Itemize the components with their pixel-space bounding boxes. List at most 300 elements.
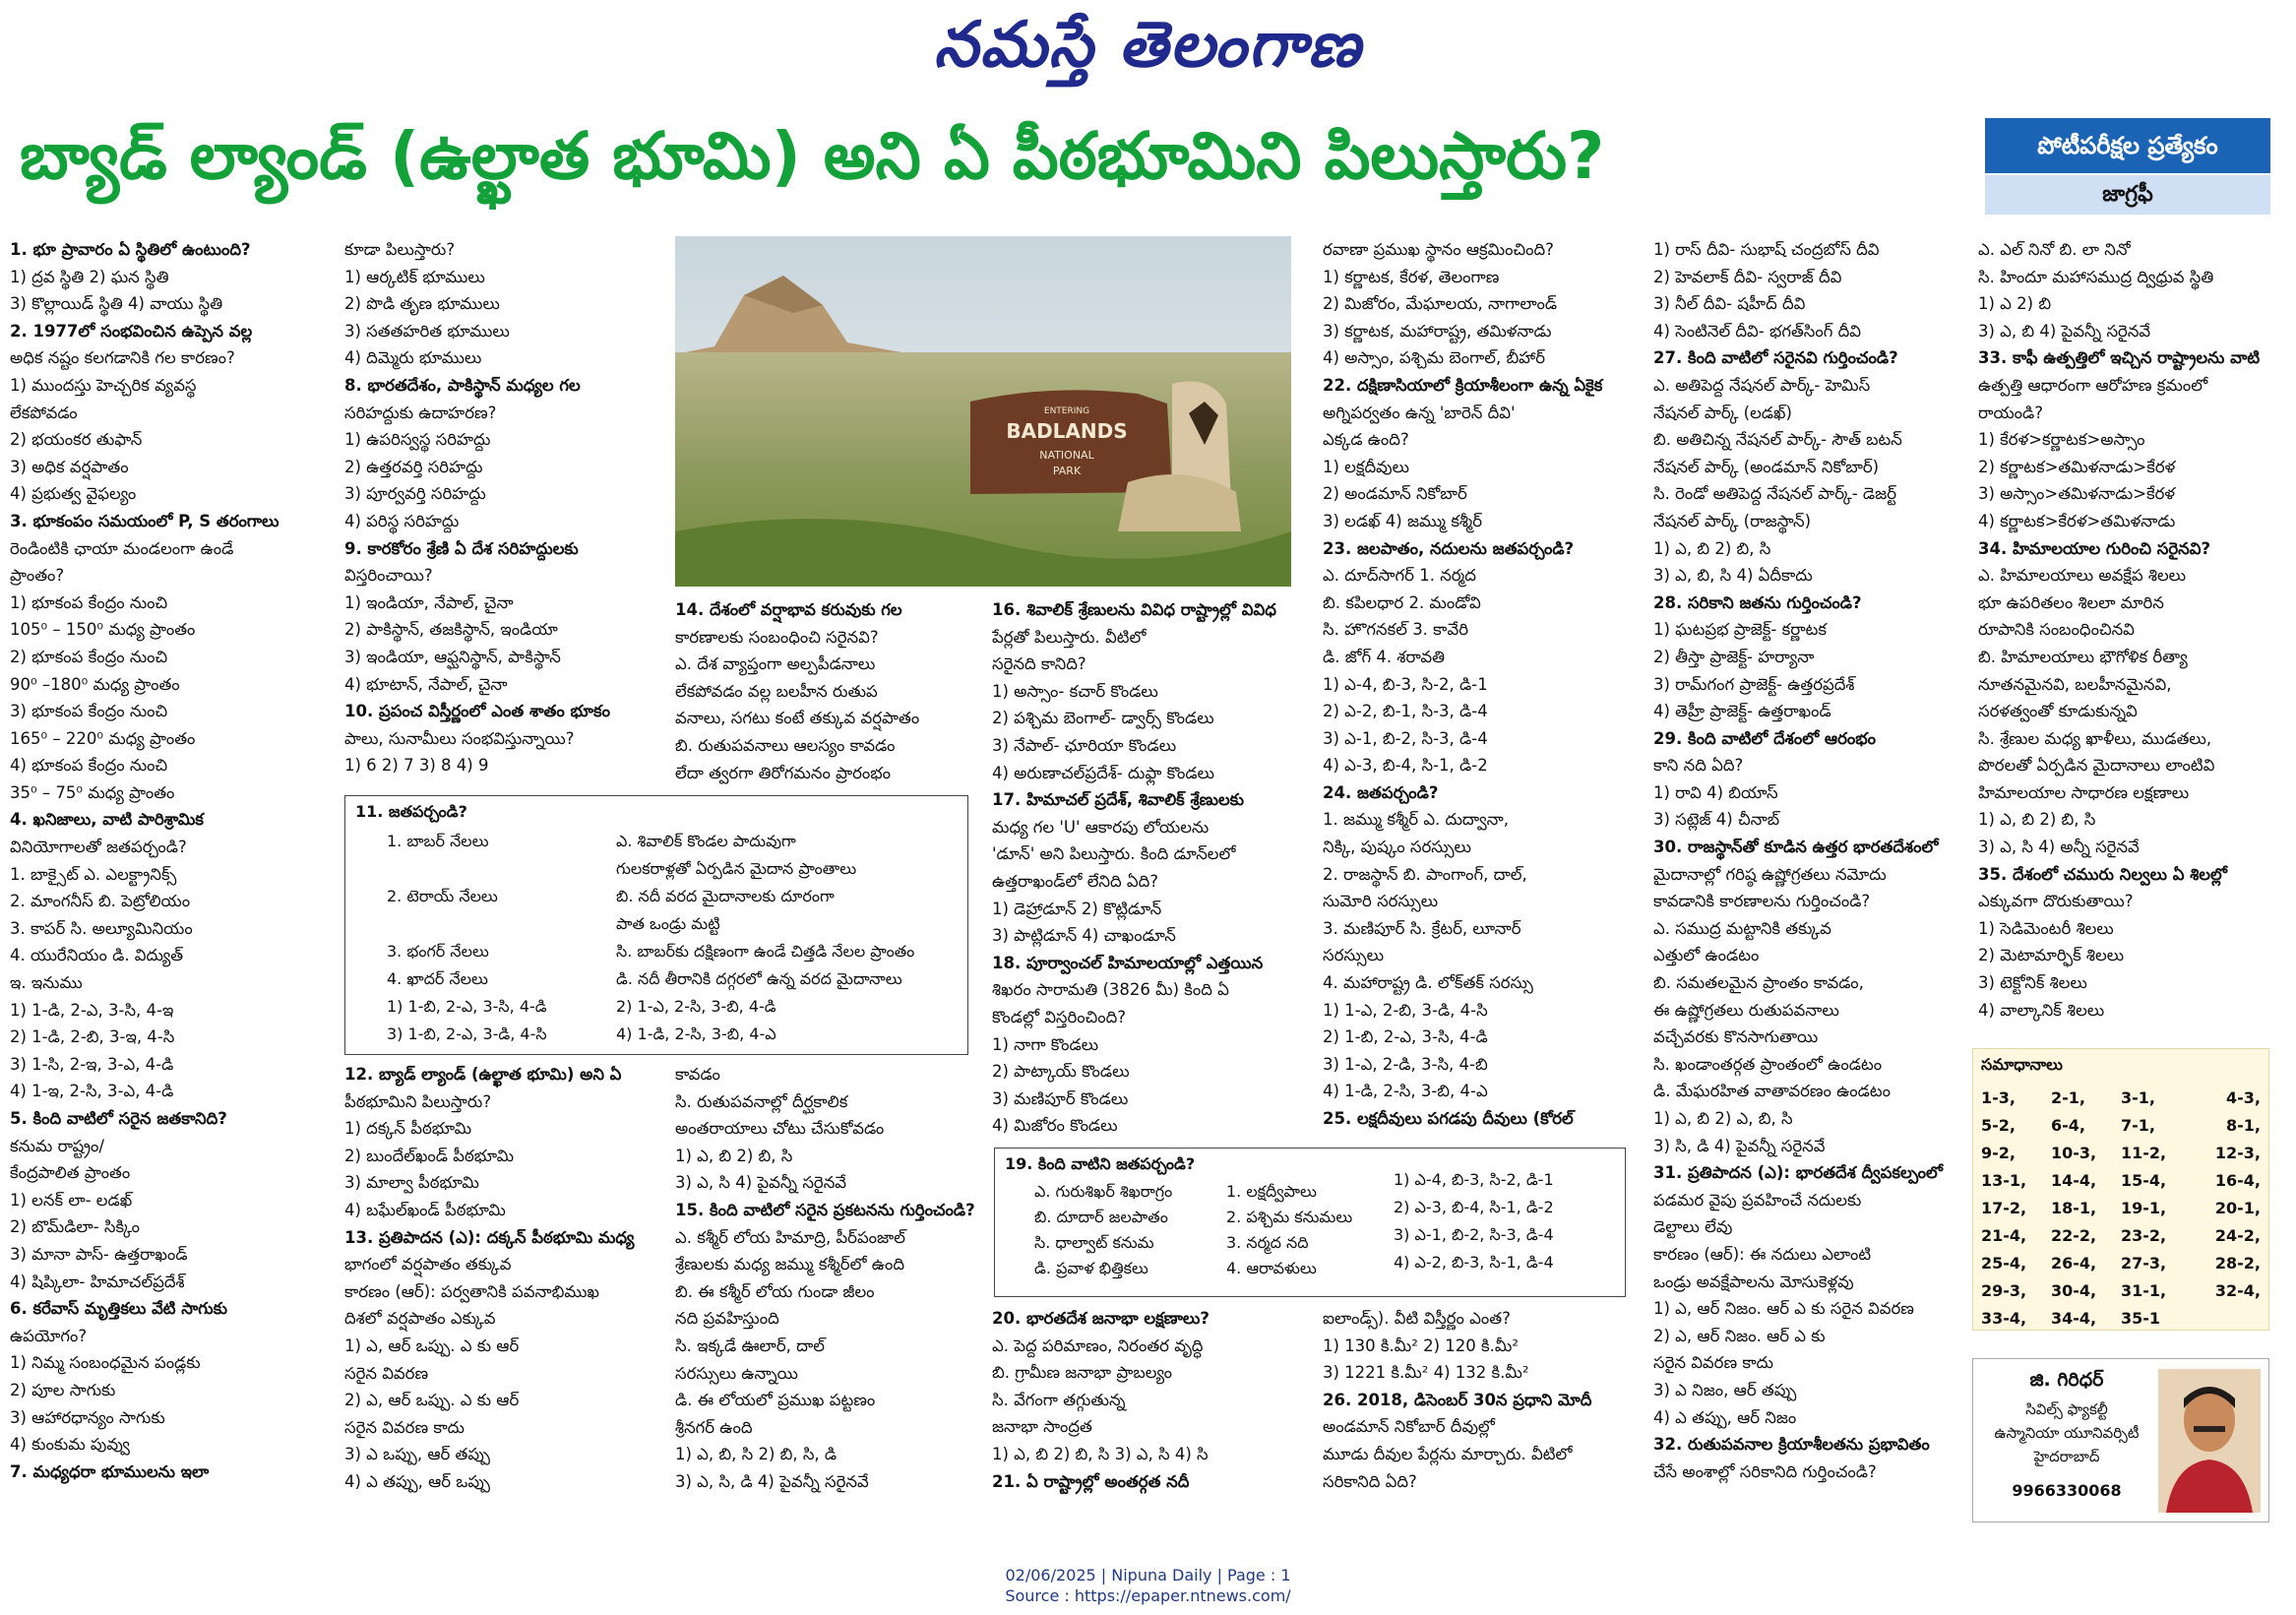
text-line: 13. ప్రతిపాదన (ఎ): దక్కన్ పీఠభూమి మధ్య — [344, 1227, 635, 1247]
text-line: 1) ఇండియా, నేపాల్, చైనా — [344, 592, 514, 612]
text-line: ఎత్తులో ఉండటం — [1653, 946, 1760, 965]
text-line: 2) ఎ, ఆర్ నిజం. ఆర్ ఎ కు — [1653, 1326, 1826, 1345]
text-line: 2) పాకిస్థాన్, తజకిస్థాన్, ఇండియా — [344, 620, 558, 640]
text-line: సి. రెండో అతిపెద్ద నేషనల్ పార్క్- డెజర్ట్ — [1653, 484, 1896, 504]
text-line: కావడానికి కారణాలను గుర్తించండి? — [1653, 892, 1871, 911]
text-line: 3) టెక్టోనిక్ శిలలు — [1978, 973, 2087, 993]
text-line: కారణాలకు సంబంధించి సరైనవి? — [675, 627, 879, 647]
text-line: 20. భారతదేశ జనాభా లక్షణాలు? — [992, 1309, 1210, 1328]
text-line: 2) 1-డి, 2-బి, 3-ఇ, 4-సి — [10, 1027, 175, 1047]
text-line: 3) కొల్లాయిడ్ స్థితి 4) వాయు స్థితి — [10, 294, 223, 314]
text-line: 3) ఎ, సి 4) పైవన్నీ సరైనవే — [675, 1173, 847, 1193]
text-line: 1) ఎ, బి 2) బి, సి — [1653, 538, 1771, 558]
text-line: సరికానిది ఏది? — [1323, 1471, 1417, 1491]
text-line: ఐలాండ్స్). వీటి విస్తీర్ణం ఎంత? — [1323, 1309, 1511, 1328]
text-line: 1. బాక్సైట్ ఎ. ఎలక్ట్రానిక్స్ — [10, 864, 177, 884]
author-photo — [2158, 1369, 2261, 1513]
text-line: కనుమ రాష్ట్రం/ — [10, 1136, 104, 1155]
text-line: 1) ఎ-4, బి-3, సి-2, డి-1 — [1323, 674, 1488, 694]
text-line: బి. ఈ కశ్మీర్ లోయ గుండా జీలం — [675, 1281, 875, 1301]
column-3-bottom — [675, 1061, 980, 1496]
q19-option-2: 2) ఎ-3, బి-4, సి-1, డి-2 — [1394, 1198, 1554, 1216]
text-line: 4) కర్ణాటక>కేరళ>తమిళనాడు — [1978, 511, 2176, 530]
text-line: 1) 1-డి, 2-ఎ, 3-సి, 4-ఇ — [10, 1000, 174, 1020]
text-line: 1) ఆర్కటిక్ భూములు — [344, 267, 485, 286]
text-line: 3) సి, డి 4) పైవన్నీ సరైనవే — [1653, 1136, 1826, 1155]
text-line: 1) నిమ్మ సంబంధమైన పండ్లకు — [10, 1353, 201, 1373]
text-line: 1) ఎ, బి 2) బి, సి 3) ఎ, సి 4) సి — [992, 1444, 1209, 1463]
text-line: 2) మెటామార్ఫిక్ శిలలు — [1978, 946, 2125, 965]
q11-option-1: 1) 1-బి, 2-ఎ, 3-సి, 4-డి — [387, 997, 547, 1016]
column-4-top — [992, 596, 1317, 1140]
text-line: 1) నాగా కొండలు — [992, 1034, 1099, 1054]
text-line: ఇ. ఇనుము — [10, 973, 83, 993]
answer-item: 25-4, — [1981, 1254, 2027, 1273]
text-line: సి. ఖండాంతర్గత ప్రాంతంలో ఉండటం — [1653, 1054, 1883, 1074]
answer-item: 27-3, — [2121, 1254, 2167, 1273]
text-line: కొండల్లో విస్తరించింది? — [992, 1007, 1127, 1026]
sign-text-2: BADLANDS — [1006, 419, 1128, 443]
text-line: 31. ప్రతిపాదన (ఎ): భారతదేశ ద్వీపకల్పంలో — [1653, 1163, 1943, 1183]
text-line: అధిక నష్టం కలగడానికి గల కారణం? — [10, 348, 235, 368]
text-line: 2) పాట్కాయ్ కొండలు — [992, 1062, 1130, 1082]
text-line: 1) కర్ణాటక, కేరళ, తెలంగాణ — [1323, 267, 1500, 286]
text-line: బి. అతిచిన్న నేషనల్ పార్క్- సౌత్ బటన్ — [1653, 430, 1902, 450]
text-line: శిఖరం సారామతి (3826 మీ) కింది ఏ — [992, 980, 1229, 1000]
text-line: 2) హెవలాక్ దీవి- స్వరాజ్ దీవి — [1653, 267, 1842, 286]
text-line: 4. ఖనిజాలు, వాటి పారిశ్రామిక — [10, 810, 204, 830]
text-line: పొరలతో ఏర్పడిన మైదానాలు లాంటివి — [1978, 756, 2215, 776]
text-line: సి. ఇక్కడే ఊలార్, దాల్ — [675, 1335, 825, 1355]
text-line: 23. జలపాతం, నదులను జతపర్చండి? — [1323, 538, 1575, 558]
text-line: శ్రేణులకు మధ్య జమ్ము కశ్మీర్‌లో ఉంది — [675, 1255, 904, 1274]
answer-item: 14-4, — [2051, 1171, 2097, 1190]
answer-item: 20-1, — [2214, 1199, 2261, 1217]
text-line: 4) తెహ్రీ ప్రాజెక్ట్- ఉత్తరాఖండ్ — [1653, 702, 1831, 721]
text-line: అగ్నిపర్వతం ఉన్న 'బారెన్ దీవి' — [1323, 403, 1516, 422]
answer-item: 16-4, — [2214, 1171, 2261, 1190]
text-line: సి. రుతుపవనాల్లో దీర్ఘకాలిక — [675, 1091, 848, 1111]
text-line: 1) ఎ, ఆర్ నిజం. ఆర్ ఎ కు సరైన వివరణ — [1653, 1299, 1914, 1319]
q19-option-3: 3) ఎ-1, బి-2, సి-3, డి-4 — [1394, 1225, 1554, 1244]
answer-item: 31-1, — [2121, 1281, 2167, 1300]
text-line: శ్రీనగర్ ఉంది — [675, 1417, 753, 1437]
answer-item: 4-3, — [2226, 1088, 2261, 1107]
answer-item: 24-2, — [2214, 1226, 2261, 1245]
text-line: 105⁰ – 150⁰ మధ్య ప్రాంతం — [10, 620, 196, 640]
text-line: 8. భారతదేశం, పాకిస్థాన్ మధ్యల గల — [344, 375, 581, 395]
answer-item: 29-3, — [1981, 1281, 2027, 1300]
column-2-bottom — [344, 1061, 669, 1496]
text-line: సి. హొగనకల్ 3. కావేరి — [1323, 620, 1468, 640]
text-line: 3. మణిపూర్ సి. క్రేటర్, లూనార్ — [1323, 918, 1521, 938]
text-line: 4) ఎ తప్పు, ఆర్ ఒప్పు — [344, 1471, 490, 1491]
text-line: 4) దిమ్మెరు భూములు — [344, 348, 482, 368]
text-line: 10. ప్రపంచ విస్తీర్ణంలో ఎంత శాతం భూకం — [344, 702, 610, 721]
answer-item: 1-3, — [1981, 1088, 2016, 1107]
q11-left-3: 3. భంగర్ నేలలు — [387, 942, 489, 961]
answer-item: 18-1, — [2051, 1199, 2097, 1217]
text-line: 3) నేపాల్- ఛూరియా కొండలు — [992, 735, 1177, 755]
text-line: లేకపోవడం — [10, 403, 78, 422]
column-6 — [1653, 236, 1968, 1485]
text-line: 4) వాల్కానిక్ శిలలు — [1978, 1000, 2105, 1020]
text-line: 2) ఎ-2, బి-1, సి-3, డి-4 — [1323, 702, 1488, 721]
answers-grid — [1981, 1088, 2261, 1328]
question-19-title: 19. కింది వాటిని జతపర్చండి? — [1005, 1154, 1196, 1173]
text-line: 1) ఎ, బి 2) బి, సి — [1978, 810, 2096, 830]
q19-mid-2: 2. పశ్చిమ కనుమలు — [1226, 1208, 1353, 1226]
text-line: 2. రాజస్థాన్ బి. పాంగాంగ్, దాల్, — [1323, 864, 1527, 884]
answer-item: 10-3, — [2051, 1144, 2097, 1162]
text-line: ఎక్కడ ఉంది? — [1323, 430, 1409, 450]
text-line: 3) ఎ, సి 4) అన్నీ సరైనవే — [1978, 838, 2140, 857]
text-line: చేసే అంశాల్లో సరికానిది గుర్తించండి? — [1653, 1461, 1877, 1481]
text-line: 1) లనక్ లా- లడఖ్ — [10, 1190, 133, 1210]
q11-right-5: సి. బాబర్‌కు దక్షిణంగా ఉండే చిత్తడి నేలల ప్రాంతం — [616, 942, 915, 961]
text-line: 3) ఎ, సి, డి 4) పైవన్నీ సరైనవే — [675, 1471, 869, 1491]
text-line: 1) ముందస్తు హెచ్చరిక వ్యవస్థ — [10, 375, 197, 395]
text-line: 4) ఎ తప్పు, ఆర్ నిజం — [1653, 1407, 1797, 1427]
text-line: 1) భూకంప కేంద్రం నుంచి — [10, 592, 168, 612]
text-line: 2) భయంకర తుఫాన్ — [10, 430, 143, 450]
q11-right-2: గులకరాళ్లతో ఏర్పడిన మైదాన ప్రాంతాలు — [616, 859, 857, 878]
text-line: 2) పొడి తృణ భూములు — [344, 294, 500, 314]
text-line: ఉత్పత్తి ఆధారంగా ఆరోహణ క్రమంలో — [1978, 375, 2208, 395]
text-line: ఉత్తరాఖండ్‌లో లేనిది ఏది? — [992, 871, 1159, 891]
text-line: బి. హిమాలయాలు భౌగోళిక రీత్యా — [1978, 647, 2188, 666]
text-line: 2) కర్ణాటక>తమిళనాడు>కేరళ — [1978, 457, 2176, 476]
text-line: సరైన వివరణ — [344, 1363, 429, 1383]
text-line: 1) రాస్ దీవి- సుభాష్ చంద్రబోస్ దీవి — [1653, 240, 1880, 259]
q19-mid-1: 1. లక్షద్వీపాలు — [1226, 1182, 1317, 1201]
text-line: 22. దక్షిణాసియాలో క్రియాశీలంగా ఉన్న ఏకైక — [1323, 375, 1603, 395]
sign-text-1: ENTERING — [1043, 406, 1090, 416]
text-line: ఎ. ఎల్ నినో బి. లా నినో — [1978, 240, 2131, 259]
answer-item: 34-4, — [2051, 1309, 2097, 1328]
q11-option-4: 4) 1-డి, 2-సి, 3-బి, 4-ఎ — [616, 1025, 776, 1043]
text-line: 1) ఘటప్రభ ప్రాజెక్ట్- కర్ణాటక — [1653, 620, 1828, 640]
page-headline: బ్యాడ్ ల్యాండ్ (ఉల్ఖాత భూమి) అని ఏ పీఠభూమిని పిలుస్తారు? — [20, 118, 1605, 194]
text-line: 3) ఎ, బి 4) పైవన్నీ సరైనవే — [1978, 321, 2151, 341]
text-line: 165⁰ – 220⁰ మధ్య ప్రాంతం — [10, 728, 196, 748]
text-line: దిశలో వర్షపాతం ఎక్కువ — [344, 1309, 496, 1329]
text-line: 1. భూ ప్రావారం ఏ స్థితిలో ఉంటుంది? — [10, 240, 251, 259]
text-line: 1) ఉపరిస్వస్థ సరిహద్దు — [344, 430, 491, 450]
q19-left-2: బి. దూదార్ జలపాతం — [1034, 1208, 1168, 1226]
masthead-logo: నమస్తే తెలంగాణ — [933, 8, 1363, 82]
text-line: డి. ఈ లోయలో ప్రముఖ పట్టణం — [675, 1391, 876, 1410]
text-line: 2) బొమ్‌డిలా- సిక్కిం — [10, 1217, 141, 1237]
text-line: ఎ. దూద్‌సాగర్ 1. నర్మద — [1323, 566, 1476, 586]
text-line: ఈ ఉష్ణోగ్రతలు రుతుపవనాలు — [1653, 1000, 1839, 1020]
text-line: 3) కర్ణాటక, మహారాష్ట్ర, తమిళనాడు — [1323, 321, 1552, 341]
text-line: 7. మధ్యధరా భూములను ఇలా — [10, 1461, 210, 1481]
text-line: కావడం — [675, 1065, 720, 1084]
column-5-bottom — [1323, 1305, 1647, 1495]
column-5-top — [1323, 236, 1647, 1133]
text-line: నది ప్రవహిస్తుంది — [675, 1309, 779, 1329]
text-line: 4) భూటాన్, నేపాల్, చైనా — [344, 674, 508, 694]
text-line: 3) అధిక వర్షపాతం — [10, 457, 129, 476]
text-line: 1) డెహ్రాడూన్ 2) కొట్లిడూన్ — [992, 899, 1162, 918]
text-line: 1) ఎ 2) బి — [1978, 294, 2052, 314]
text-line: 2) ఉత్తరవర్తి సరిహద్దు — [344, 457, 483, 476]
text-line: 4) 1-డి, 2-సి, 3-బి, 4-ఎ — [1323, 1082, 1488, 1101]
q11-left-1: 1. బాబర్ నేలలు — [387, 832, 489, 850]
text-line: బి. సమతలమైన ప్రాంతం కావడం, — [1653, 973, 1864, 993]
text-line: 2) భూకంప కేంద్రం నుంచి — [10, 647, 168, 666]
q19-left-3: సి. ధాల్వాట్ కనుమ — [1034, 1233, 1154, 1252]
q19-option-1: 1) ఎ-4, బి-3, సి-2, డి-1 — [1394, 1170, 1554, 1189]
author-photo-illustration — [2158, 1369, 2261, 1513]
text-line: 1) అస్సాం- కచార్ కొండలు — [992, 681, 1158, 701]
text-line: 2) బుందేల్‌ఖండ్ పీఠభూమి — [344, 1146, 515, 1165]
text-line: సరిహద్దుకు ఉదాహరణ? — [344, 403, 497, 422]
text-line: 1) సెడిమెంటరీ శిలలు — [1978, 918, 2114, 938]
text-line: 9. కారకోరం శ్రేణి ఏ దేశ సరిహద్దులకు — [344, 538, 579, 558]
text-line: నేషనల్ పార్క్ (అండమాన్ నికోబార్) — [1653, 457, 1880, 476]
text-line: 24. జతపర్చండి? — [1323, 782, 1439, 802]
text-line: అండమాన్ నికోబార్ దీవుల్లో — [1323, 1417, 1495, 1437]
text-line: 32. రుతుపవనాల క్రియాశీలతను ప్రభావితం — [1653, 1435, 1930, 1455]
text-line: 2) పూల సాగుకు — [10, 1380, 116, 1399]
text-line: 3) మానా పాస్- ఉత్తరాఖండ్ — [10, 1244, 188, 1264]
text-line: సరైన వివరణ కాదు — [344, 1417, 465, 1437]
text-line: నిక్కి, పుష్కం సరస్సులు — [1323, 838, 1471, 857]
text-line: సరైన వివరణ కాదు — [1653, 1353, 1773, 1373]
answer-item: 3-1, — [2121, 1088, 2155, 1107]
text-line: 4. మహారాష్ట్ర డి. లోక్‌తక్ సరస్సు — [1323, 973, 1533, 993]
q11-option-3: 3) 1-బి, 2-ఎ, 3-డి, 4-సి — [387, 1025, 547, 1043]
text-line: 3) ఎ-1, బి-2, సి-3, డి-4 — [1323, 728, 1488, 748]
text-line: ఎ. దేశ వ్యాప్తంగా అల్పపీడనాలు — [675, 654, 876, 674]
text-line: సరైనది కానిది? — [992, 654, 1086, 674]
text-line: 4) అరుణాచల్‌ప్రదేశ్- దుఫ్లా కొండలు — [992, 763, 1214, 782]
text-line: 1) ఎ, ఆర్ ఒప్పు. ఎ కు ఆర్ — [344, 1335, 520, 1355]
page-footer — [0, 1565, 2296, 1606]
text-line: 4) మిజోరం కొండలు — [992, 1116, 1118, 1136]
footer-info: 02/06/2025 | Nipuna Daily | Page : 1 — [1005, 1566, 1291, 1584]
text-line: 1. జమ్ము కశ్మీర్ ఎ. దుద్వానా, — [1323, 810, 1510, 830]
text-line: 26. 2018, డిసెంబర్ 30న ప్రధాని మోదీ — [1323, 1390, 1592, 1409]
text-line: 4) ప్రభుత్వ వైఫల్యం — [10, 484, 137, 504]
text-line: అంతరాయాలు చోటు చేసుకోవడం — [675, 1119, 885, 1139]
q19-mid-3: 3. నర్మద నది — [1226, 1233, 1309, 1252]
text-line: 14. దేశంలో వర్షాభావ కరువుకు గల — [675, 600, 902, 619]
text-line: డి. మేఘరహిత వాతావరణం ఉండటం — [1653, 1082, 1891, 1101]
text-line: 35. దేశంలో చమురు నిల్వలు ఏ శిలల్లో — [1978, 864, 2227, 884]
text-line: 27. కింది వాటిలో సరైనవి గుర్తించండి? — [1653, 348, 1898, 368]
answer-item: 8-1, — [2226, 1116, 2261, 1135]
text-line: సి. హిందూ మహాసముద్ర ద్విధ్రువ స్థితి — [1978, 267, 2214, 286]
answer-item: 33-4, — [1981, 1309, 2027, 1328]
text-line: రెండింటికి ఛాయా మండలంగా ఉండే — [10, 538, 234, 558]
section-badge: పోటీపరీక్షల ప్రత్యేకం — [1985, 118, 2270, 173]
text-line: ఎక్కువగా దొరుకుతాయి? — [1978, 892, 2134, 911]
text-line: భాగంలో వర్షపాతం తక్కువ — [344, 1255, 512, 1274]
text-line: ఎ. హిమాలయాలు అవక్షేప శిలలు — [1978, 566, 2187, 586]
text-line: 4) ఎ-3, బి-4, సి-1, డి-2 — [1323, 756, 1488, 776]
badlands-photo — [675, 236, 1291, 587]
text-line: మూడు దీవుల పేర్లను మార్చారు. వీటిలో — [1323, 1444, 1573, 1463]
text-line: డి. జోగ్ 4. శరావతి — [1323, 647, 1445, 666]
text-line: రూపానికి సంబంధించినవి — [1978, 620, 2135, 640]
text-line: 3) అస్సాం>తమిళనాడు>కేరళ — [1978, 484, 2176, 504]
q11-right-1: ఎ. శివాలిక్ కొండల పాదువుగా — [616, 832, 796, 850]
text-line: 3) ఆహారధాన్యం సాగుకు — [10, 1407, 165, 1427]
text-line: 3) మణిపూర్ కొండలు — [992, 1088, 1129, 1108]
answer-item: 12-3, — [2214, 1144, 2261, 1162]
text-line: కాని నది ఏది? — [1653, 756, 1744, 776]
text-line: 3) పాట్లిడూన్ 4) చాఖండూన్ — [992, 926, 1176, 946]
text-line: 4) బఘేల్‌ఖండ్ పీఠభూమి — [344, 1200, 506, 1219]
answer-item: 22-2, — [2051, 1226, 2097, 1245]
text-line: వినియోగాలతో జతపర్చండి? — [10, 838, 187, 857]
text-line: పడమర వైపు ప్రవహించే నదులకు — [1653, 1190, 1862, 1210]
question-19-box — [994, 1148, 1626, 1297]
text-line: నేషనల్ పార్క్ (లడఖ్) — [1653, 403, 1792, 422]
text-line: సి. వేగంగా తగ్గుతున్న — [992, 1390, 1126, 1409]
text-line: 4. యురేనియం డి. విద్యుత్ — [10, 946, 184, 965]
author-phone: 9966330068 — [2012, 1481, 2122, 1500]
text-line: 4) అస్సాం, పశ్చిమ బెంగాల్, బీహార్ — [1323, 348, 1546, 368]
column-7 — [1978, 236, 2278, 1024]
answer-item: 32-4, — [2214, 1281, 2261, 1300]
text-line: కారణం (ఆర్): ఈ నదులు ఎలాంటి — [1653, 1244, 1872, 1264]
text-line: 1) ఎ, బి 2) బి, సి — [675, 1146, 793, 1165]
text-line: 3) నీల్ దీవి- షహీద్ దీవి — [1653, 294, 1806, 314]
text-line: 1) ఎ, బి 2) ఎ, బి, సి — [1653, 1109, 1793, 1128]
text-line: నేషనల్ పార్క్ (రాజస్థాన్) — [1653, 511, 1812, 530]
text-line: ప్రాంతం? — [10, 566, 65, 586]
text-line: పాలు, సునామీలు సంభవిస్తున్నాయి? — [344, 728, 575, 748]
author-city: హైదరాబాద్ — [2033, 1448, 2100, 1465]
text-line: ఉపయోగం? — [10, 1326, 88, 1345]
q19-mid-4: 4. ఆరావళులు — [1226, 1259, 1317, 1277]
text-line: రవాణా ప్రముఖ స్థానం ఆక్రమించింది? — [1323, 240, 1554, 259]
text-line: 1) ద్రవ స్థితి 2) ఘన స్థితి — [10, 267, 169, 286]
text-line: 30. రాజస్థాన్‌తో కూడిన ఉత్తర భారతదేశంలో — [1653, 838, 1939, 857]
text-line: 4) భూకంప కేంద్రం నుంచి — [10, 756, 168, 776]
text-line: 34. హిమాలయాల గురించి సరైనవి? — [1978, 538, 2211, 558]
text-line: 5. కింది వాటిలో సరైన జతకానిది? — [10, 1109, 227, 1128]
text-line: 3) ఇండియా, ఆఫ్ఘనిస్థాన్, పాకిస్థాన్ — [344, 647, 561, 666]
text-line: 2. మాంగనీస్ బి. పెట్రోలియం — [10, 892, 191, 911]
text-line: 1) 1-ఎ, 2-బి, 3-డి, 4-సి — [1323, 1000, 1488, 1020]
text-line: 1) ఎ, బి, సి 2) బి, సి, డి — [675, 1445, 838, 1464]
text-line: జనాభా సాంద్రత — [992, 1417, 1092, 1437]
text-line: 4) షిప్కిలా- హిమాచల్‌ప్రదేశ్ — [10, 1272, 185, 1291]
text-line: 3) ఎ, బి, సి 4) ఏదీకాదు — [1653, 566, 1813, 586]
text-line: 90⁰ –180⁰ మధ్య ప్రాంతం — [10, 674, 180, 694]
text-line: ఒండ్రు అవక్షేపాలను మోసుకెళ్లవు — [1653, 1272, 1854, 1291]
answer-item: 2-1, — [2051, 1088, 2085, 1107]
text-line: 1) దక్కన్ పీఠభూమి — [344, 1119, 472, 1139]
text-line: 16. శివాలిక్ శ్రేణులను వివిధ రాష్ట్రాల్లో వివిధ — [992, 600, 1276, 619]
text-line: కూడా పిలుస్తారు? — [344, 240, 456, 259]
q19-left-1: ఎ. గురుశిఖర్ శిఖరాగ్రం — [1034, 1182, 1173, 1201]
text-line: మైదానాల్లో గరిష్ఠ ఉష్ణోగ్రతలు నమోదు — [1653, 864, 1887, 884]
text-line: 1) కేరళ>కర్ణాటక>అస్సాం — [1978, 430, 2145, 450]
text-line: 3) 1-సి, 2-ఇ, 3-ఎ, 4-డి — [10, 1054, 174, 1074]
footer-source: Source : https://epaper.ntnews.com/ — [1005, 1586, 1291, 1605]
text-line: 4) సెంటినెల్ దీవి- భగత్‌సింగ్ దీవి — [1653, 321, 1861, 341]
text-line: సరస్సులు — [1323, 946, 1385, 965]
text-line: 3) పూర్వవర్తి సరిహద్దు — [344, 484, 486, 504]
text-line: సి. శ్రేణుల మధ్య ఖాళీలు, ముడతలు, — [1978, 728, 2212, 748]
answer-item: 7-1, — [2121, 1116, 2155, 1135]
q19-left-4: డి. ప్రవాళ భిత్తికలు — [1034, 1259, 1148, 1277]
answer-item: 15-4, — [2121, 1171, 2167, 1190]
text-line: పేర్లతో పిలుస్తారు. వీటిలో — [992, 627, 1147, 647]
sign-text-4: PARK — [1052, 465, 1082, 477]
text-line: వచ్చేవరకు కొనసాగుతాయి — [1653, 1027, 1819, 1047]
answer-item: 26-4, — [2051, 1254, 2097, 1273]
answer-item: 11-2, — [2121, 1144, 2167, 1162]
text-line: 3) భూకంప కేంద్రం నుంచి — [10, 702, 168, 721]
text-line: 12. బ్యాడ్ ల్యాండ్ (ఉల్ఖాత భూమి) అని ఏ — [344, 1065, 622, 1084]
text-line: బి. గ్రామీణ జనాభా ప్రాబల్యం — [992, 1363, 1173, 1383]
text-line: కేంద్రపాలిత ప్రాంతం — [10, 1163, 131, 1183]
text-line: 3) సతతహరిత భూములు — [344, 321, 510, 341]
answer-item: 6-4, — [2051, 1116, 2085, 1135]
text-line: 3) 1-ఎ, 2-డి, 3-సి, 4-బి — [1323, 1054, 1488, 1074]
text-line: విస్తరించాయి? — [344, 566, 433, 586]
author-university: ఉస్మానియా యూనివర్సిటీ — [1994, 1424, 2140, 1442]
text-line: 2) మిజోరం, మేఘాలయ, నాగాలాండ్ — [1323, 294, 1558, 314]
text-line: 25. లక్షదీవులు పగడపు దీవులు (కోరల్ — [1323, 1109, 1574, 1128]
subject-label: జాగ్రఫీ — [1985, 175, 2270, 215]
text-line: 1) 130 కి.మీ² 2) 120 కి.మీ² — [1323, 1335, 1519, 1355]
text-line: పీఠభూమిని పిలుస్తారు? — [344, 1091, 492, 1111]
answer-item: 19-1, — [2121, 1199, 2167, 1217]
answer-item: 23-2, — [2121, 1226, 2167, 1245]
author-name: జి. గిరిధర్ — [2029, 1369, 2104, 1391]
text-line: 35⁰ – 75⁰ మధ్య ప్రాంతం — [10, 782, 175, 802]
text-line: 29. కింది వాటిలో దేశంలో ఆరంభం — [1653, 728, 1876, 748]
text-line: 3) ఎ నిజం, ఆర్ తప్పు — [1653, 1380, 1797, 1399]
text-line: 33. కాఫీ ఉత్పత్తిలో ఇచ్చిన రాష్ట్రాలను వాటి — [1978, 348, 2261, 368]
author-title: సివిల్స్ ఫ్యాకల్టీ — [2025, 1400, 2108, 1418]
text-line: రాయండి? — [1978, 403, 2044, 422]
text-line: సరస్సులు ఉన్నాయి — [675, 1363, 798, 1383]
text-line: 1) రావి 4) బియాస్ — [1653, 782, 1778, 802]
text-line: 15. కింది వాటిలో సరైన ప్రకటనను గుర్తించండి? — [675, 1200, 975, 1219]
answers-box — [1972, 1048, 2269, 1331]
text-line: బి. కపిలధార 2. మండోవి — [1323, 592, 1481, 612]
text-line: ఎ. కశ్మీర్ లోయ హిమాద్రి, పీర్‌పంజాల్ — [675, 1227, 906, 1247]
badlands-photo-illustration — [675, 236, 1291, 587]
text-line: ఎ. సముద్ర మట్టానికి తక్కువ — [1653, 918, 1831, 938]
text-line: కారణం (ఆర్): పర్వతానికి పవనాభిముఖ — [344, 1281, 599, 1301]
question-11-box — [344, 795, 968, 1055]
text-line: సరళత్వంతో కూడుకున్నవి — [1978, 702, 2138, 721]
text-line: 1) 6 2) 7 3) 8 4) 9 — [344, 756, 489, 776]
text-line: 21. ఏ రాష్ట్రాల్లో అంతర్గత నదీ — [992, 1471, 1190, 1491]
text-line: 3) రామ్‌గంగ ప్రాజెక్ట్- ఉత్తరప్రదేశ్ — [1653, 674, 1855, 694]
text-line: 2. 1977లో సంభవించిన ఉప్పెన వల్ల — [10, 321, 253, 341]
text-line: నూతనమైనవి, బలహీనమైనవి, — [1978, 674, 2172, 694]
text-line: 17. హిమాచల్ ప్రదేశ్, శివాలిక్ శ్రేణులకు — [992, 790, 1244, 810]
text-line: 3) మాల్వా పీఠభూమి — [344, 1173, 479, 1193]
text-line: లేకపోవడం వల్ల బలహీన రుతుప — [675, 681, 878, 701]
text-line: డెల్టాలు లేవు — [1653, 1217, 1733, 1237]
text-line: 3) లడఖ్ 4) జమ్ము కశ్మీర్ — [1323, 511, 1483, 530]
q11-right-3: బి. నదీ వరద మైదానాలకు దూరంగా — [616, 887, 835, 905]
text-line: 28. సరికాని జతను గుర్తించండి? — [1653, 592, 1862, 612]
text-line: సుమోరి సరస్సులు — [1323, 892, 1439, 911]
